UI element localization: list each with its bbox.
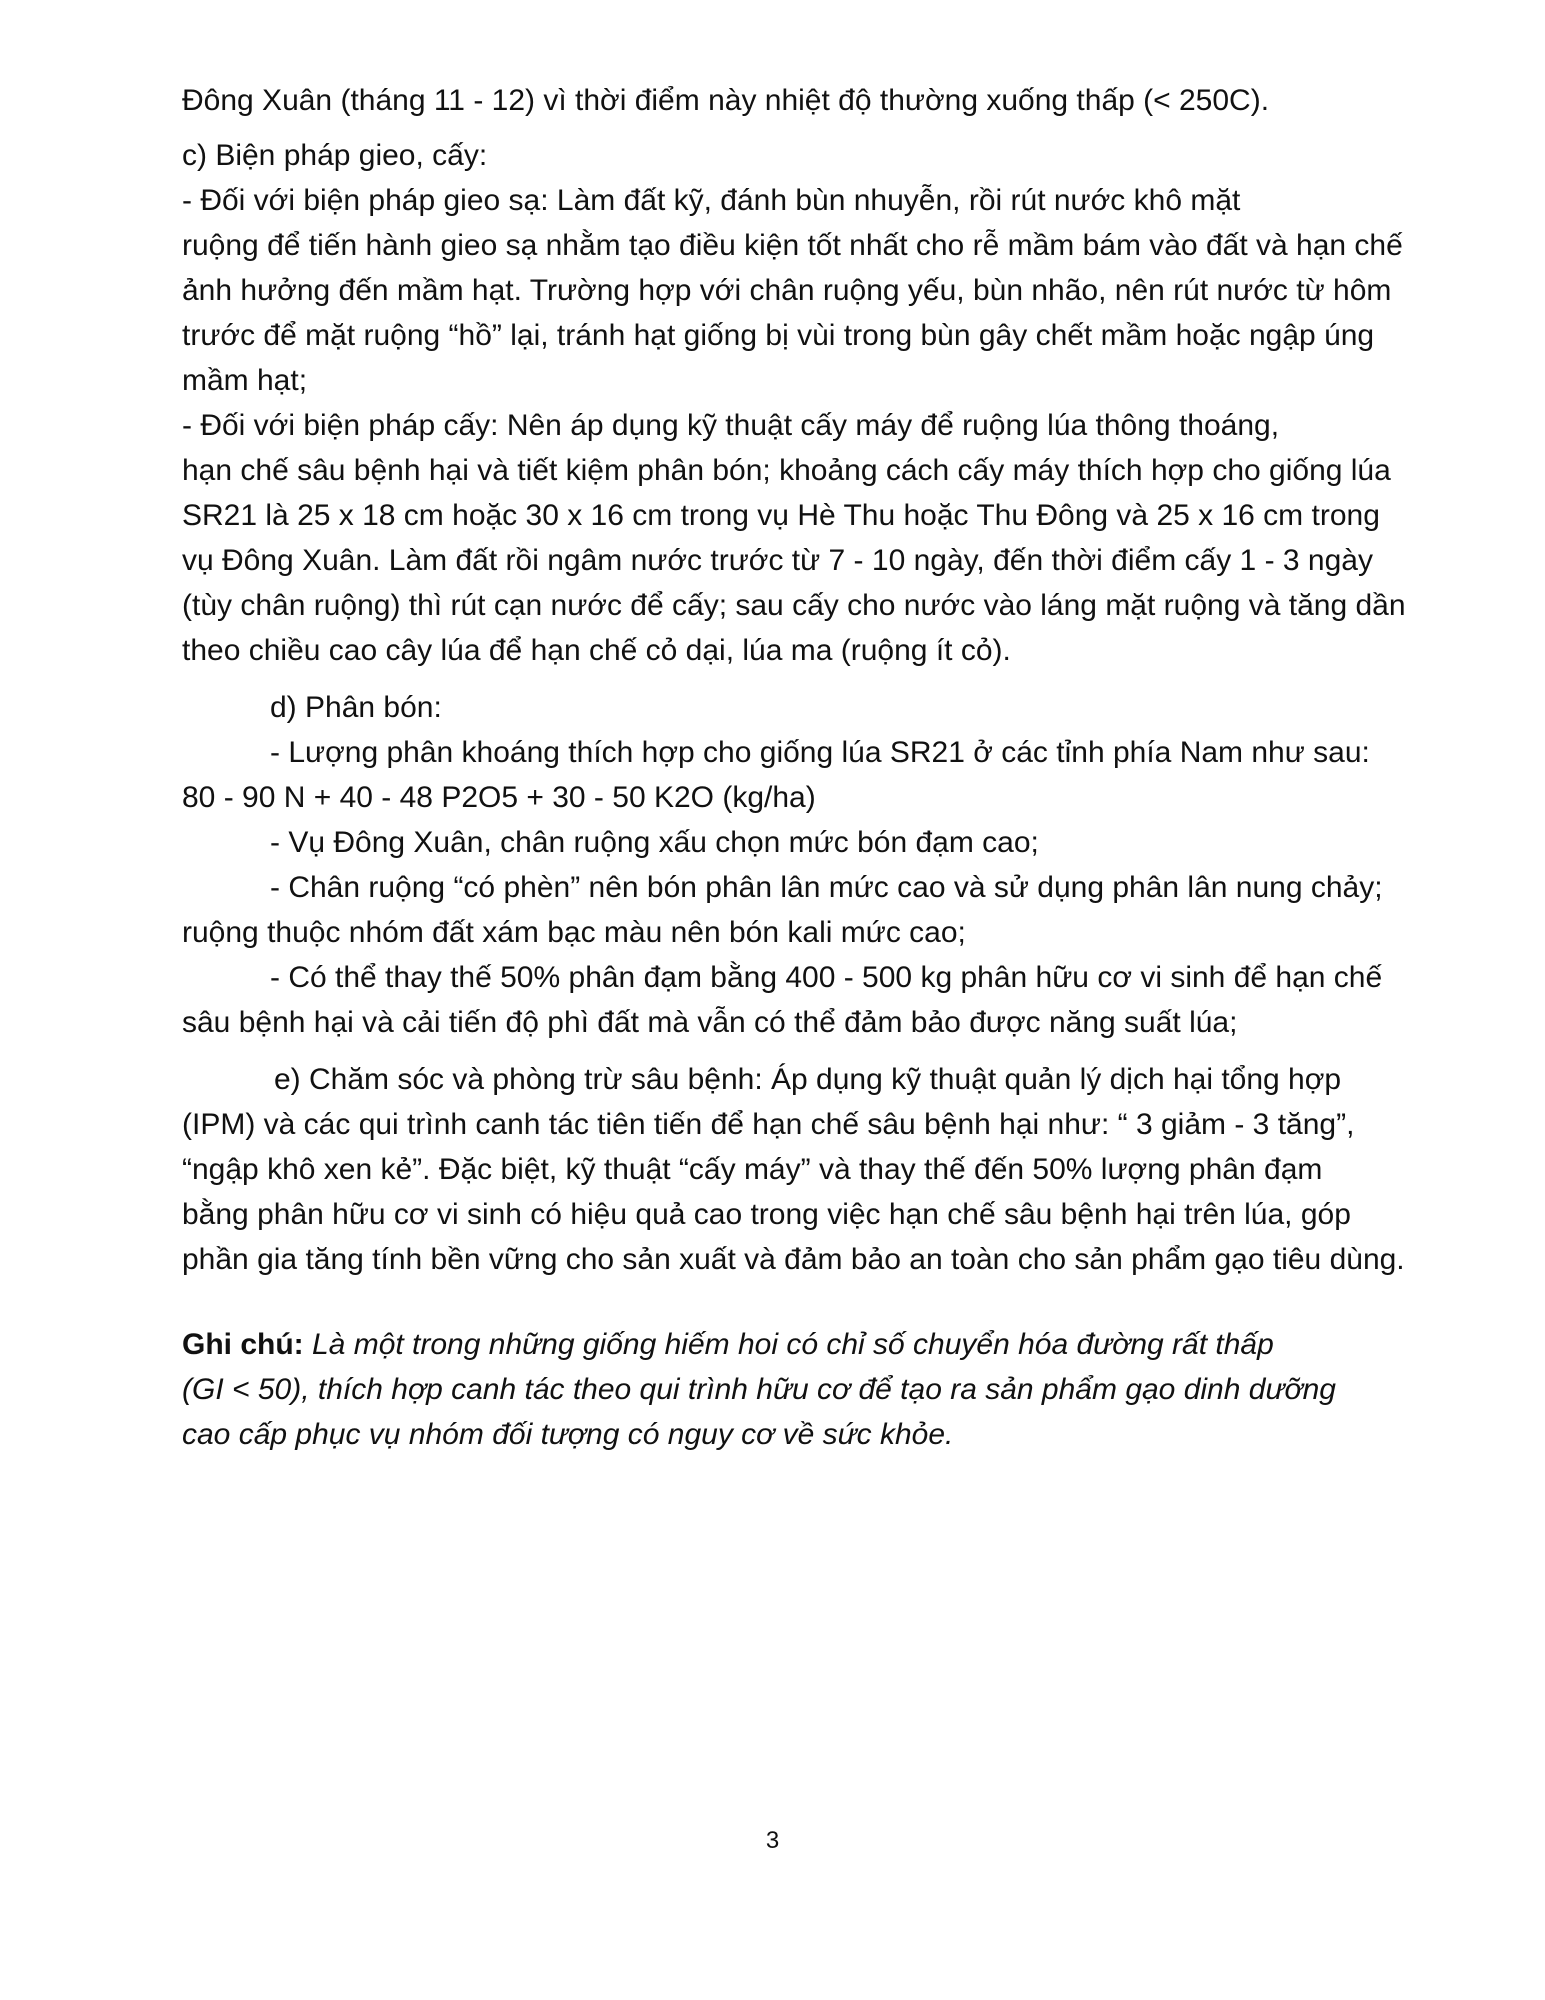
note-label: Ghi chú: xyxy=(182,1328,304,1361)
section-c xyxy=(182,133,1412,673)
page-number: 3 xyxy=(765,1827,780,1854)
section-c-text-line: mầm hạt; xyxy=(182,364,308,397)
section-e-text-line: bằng phân hữu cơ vi sinh có hiệu quả cao trong việc hạn chế sâu bệnh hại trên lúa, góp xyxy=(182,1198,1351,1231)
section-e-text-line: e) Chăm sóc và phòng trừ sâu bệnh: Áp dụng kỹ thuật quản lý dịch hại tổng hợp xyxy=(274,1063,1342,1096)
note-first-line xyxy=(182,1322,1412,1367)
section-c-text-line: - Đối với biện pháp cấy: Nên áp dụng kỹ thuật cấy máy để ruộng lúa thông thoáng, xyxy=(182,409,1280,442)
section-d-text-line: 80 - 90 N + 40 - 48 P2O5 + 30 - 50 K2O (kg/ha) xyxy=(182,781,816,814)
section-c-text-line: (tùy chân ruộng) thì rút cạn nước để cấy; sau cấy cho nước vào láng mặt ruộng và tăng dần xyxy=(182,589,1406,622)
section-e-text-line: (IPM) và các qui trình canh tác tiên tiến để hạn chế sâu bệnh hại như: “ 3 giảm - 3 tăng”, xyxy=(182,1108,1355,1141)
note-text-line: (GI < 50), thích hợp canh tác theo qui trình hữu cơ để tạo ra sản phẩm gạo dinh dưỡng xyxy=(182,1373,1336,1406)
section-d-text-line: - Chân ruộng “có phèn” nên bón phân lân mức cao và sử dụng phân lân nung chảy; xyxy=(270,871,1383,904)
intro-line: Đông Xuân (tháng 11 - 12) vì thời điểm này nhiệt độ thường xuống thấp (< 250C). xyxy=(182,84,1270,117)
section-c-text-line: hạn chế sâu bệnh hại và tiết kiệm phân bón; khoảng cách cấy máy thích hợp cho giống lúa xyxy=(182,454,1391,487)
section-e-text-line: “ngập khô xen kẻ”. Đặc biệt, kỹ thuật “cấy máy” và thay thế đến 50% lượng phân đạm xyxy=(182,1153,1323,1186)
section-c-text-line: ruộng để tiến hành gieo sạ nhằm tạo điều kiện tốt nhất cho rễ mầm bám vào đất và hạn chế xyxy=(182,229,1403,262)
section-d-text-line: sâu bệnh hại và cải tiến độ phì đất mà vẫn có thể đảm bảo được năng suất lúa; xyxy=(182,1006,1238,1039)
section-c-text-line: trước để mặt ruộng “hồ” lại, tránh hạt giống bị vùi trong bùn gây chết mầm hoặc ngập úng xyxy=(182,319,1375,352)
section-d-heading: d) Phân bón: xyxy=(270,691,442,724)
section-d-text-line: - Có thể thay thế 50% phân đạm bằng 400 - 500 kg phân hữu cơ vi sinh để hạn chế xyxy=(270,961,1383,994)
section-c-heading: c) Biện pháp gieo, cấy: xyxy=(182,139,488,172)
note-text: Là một trong những giống hiếm hoi có chỉ số chuyển hóa đường rất thấp xyxy=(312,1328,1274,1361)
note-text-line: cao cấp phục vụ nhóm đối tượng có nguy cơ về sức khỏe. xyxy=(182,1418,954,1451)
section-d-text-line: - Lượng phân khoáng thích hợp cho giống lúa SR21 ở các tỉnh phía Nam như sau: xyxy=(270,736,1370,769)
section-d xyxy=(182,685,1412,1045)
section-e xyxy=(182,1057,1412,1282)
section-c-text-line: vụ Đông Xuân. Làm đất rồi ngâm nước trước từ 7 - 10 ngày, đến thời điểm cấy 1 - 3 ngày xyxy=(182,544,1373,577)
section-c-text-line: ảnh hưởng đến mầm hạt. Trường hợp với chân ruộng yếu, bùn nhão, nên rút nước từ hôm xyxy=(182,274,1392,307)
section-c-text-line: theo chiều cao cây lúa để hạn chế cỏ dại, lúa ma (ruộng ít cỏ). xyxy=(182,634,1011,667)
section-d-text-line: ruộng thuộc nhóm đất xám bạc màu nên bón kali mức cao; xyxy=(182,916,966,949)
section-e-text-line: phần gia tăng tính bền vững cho sản xuất và đảm bảo an toàn cho sản phẩm gạo tiêu dùng. xyxy=(182,1243,1405,1276)
document-body xyxy=(182,78,1412,1457)
section-d-text-line: - Vụ Đông Xuân, chân ruộng xấu chọn mức bón đạm cao; xyxy=(270,826,1039,859)
section-c-text-line: SR21 là 25 x 18 cm hoặc 30 x 16 cm trong vụ Hè Thu hoặc Thu Đông và 25 x 16 cm trong xyxy=(182,499,1380,532)
section-c-text-line: - Đối với biện pháp gieo sạ: Làm đất kỹ, đánh bùn nhuyễn, rồi rút nước khô mặt xyxy=(182,184,1241,217)
note-section xyxy=(182,1322,1412,1457)
